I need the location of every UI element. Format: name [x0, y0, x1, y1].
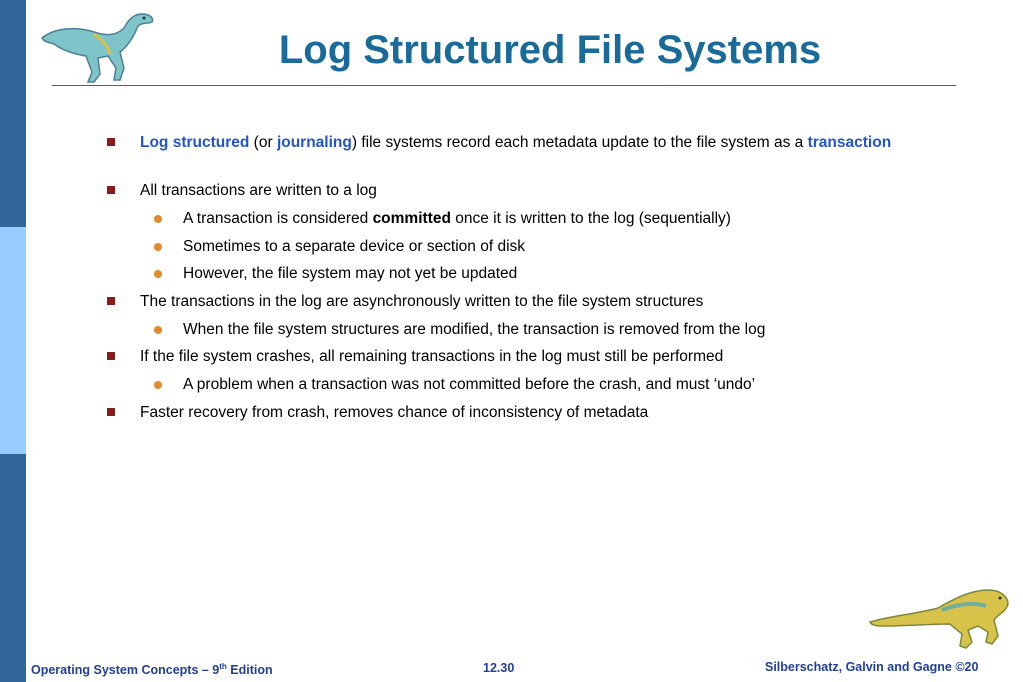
item-text: once it is written to the log (sequentially)	[450, 210, 731, 227]
item-text: A problem when a transaction was not committed before the crash, and must ‘undo’	[183, 376, 756, 393]
dinosaur-icon	[36, 6, 158, 86]
dot-bullet-icon	[154, 326, 162, 334]
dot-bullet-icon	[154, 381, 162, 389]
item-text: However, the file system may not yet be updated	[183, 265, 518, 282]
item-text: (or	[249, 134, 277, 151]
item-text: When the file system structures are modified, the transaction is removed from the log	[183, 321, 766, 338]
side-bar-top	[0, 0, 26, 227]
sub-list-item	[183, 374, 903, 395]
square-bullet-icon	[107, 138, 115, 146]
item-text: Sometimes to a separate device or section of disk	[183, 238, 526, 255]
dinosaur-icon	[866, 580, 1016, 652]
item-text: If the file system crashes, all remaining transactions in the log must still be performed	[140, 348, 724, 365]
item-text: A transaction is considered	[183, 210, 373, 227]
side-bar-middle	[0, 227, 26, 454]
page-title: Log Structured File Systems	[278, 28, 822, 72]
footer-course	[31, 662, 273, 677]
list-item	[140, 180, 900, 201]
sub-list-item	[183, 263, 903, 284]
footer-course-edition: Edition	[226, 663, 273, 678]
square-bullet-icon	[107, 186, 115, 194]
side-bar	[0, 0, 26, 682]
dot-bullet-icon	[154, 243, 162, 251]
footer-course-sup: th	[219, 662, 227, 671]
item-text: ) file systems record each metadata update to the file system as a	[351, 134, 808, 151]
list-item	[140, 402, 900, 423]
page-number: 12.30	[483, 661, 515, 675]
item-text: Faster recovery from crash, removes chance of inconsistency of metadata	[140, 404, 649, 421]
sub-list-item	[183, 208, 903, 229]
square-bullet-icon	[107, 297, 115, 305]
dot-bullet-icon	[154, 215, 162, 223]
footer-course-text: Operating System Concepts – 9	[31, 663, 220, 678]
square-bullet-icon	[107, 408, 115, 416]
list-item	[140, 346, 900, 367]
footer-authors: Silberschatz, Galvin and Gagne ©20	[765, 660, 979, 674]
item-text: All transactions are written to a log	[140, 182, 377, 199]
term-committed: committed	[372, 210, 451, 227]
dot-bullet-icon	[154, 270, 162, 278]
title-divider	[52, 85, 956, 86]
side-bar-bottom	[0, 454, 26, 682]
square-bullet-icon	[107, 352, 115, 360]
sub-list-item	[183, 319, 903, 340]
item-text: The transactions in the log are asynchronously written to the file system structures	[140, 293, 704, 310]
term-journaling: journaling	[276, 134, 352, 151]
term-log-structured: Log structured	[140, 134, 250, 151]
sub-list-item	[183, 236, 903, 257]
term-transaction: transaction	[807, 134, 892, 151]
list-item	[140, 132, 900, 153]
list-item	[140, 291, 900, 312]
